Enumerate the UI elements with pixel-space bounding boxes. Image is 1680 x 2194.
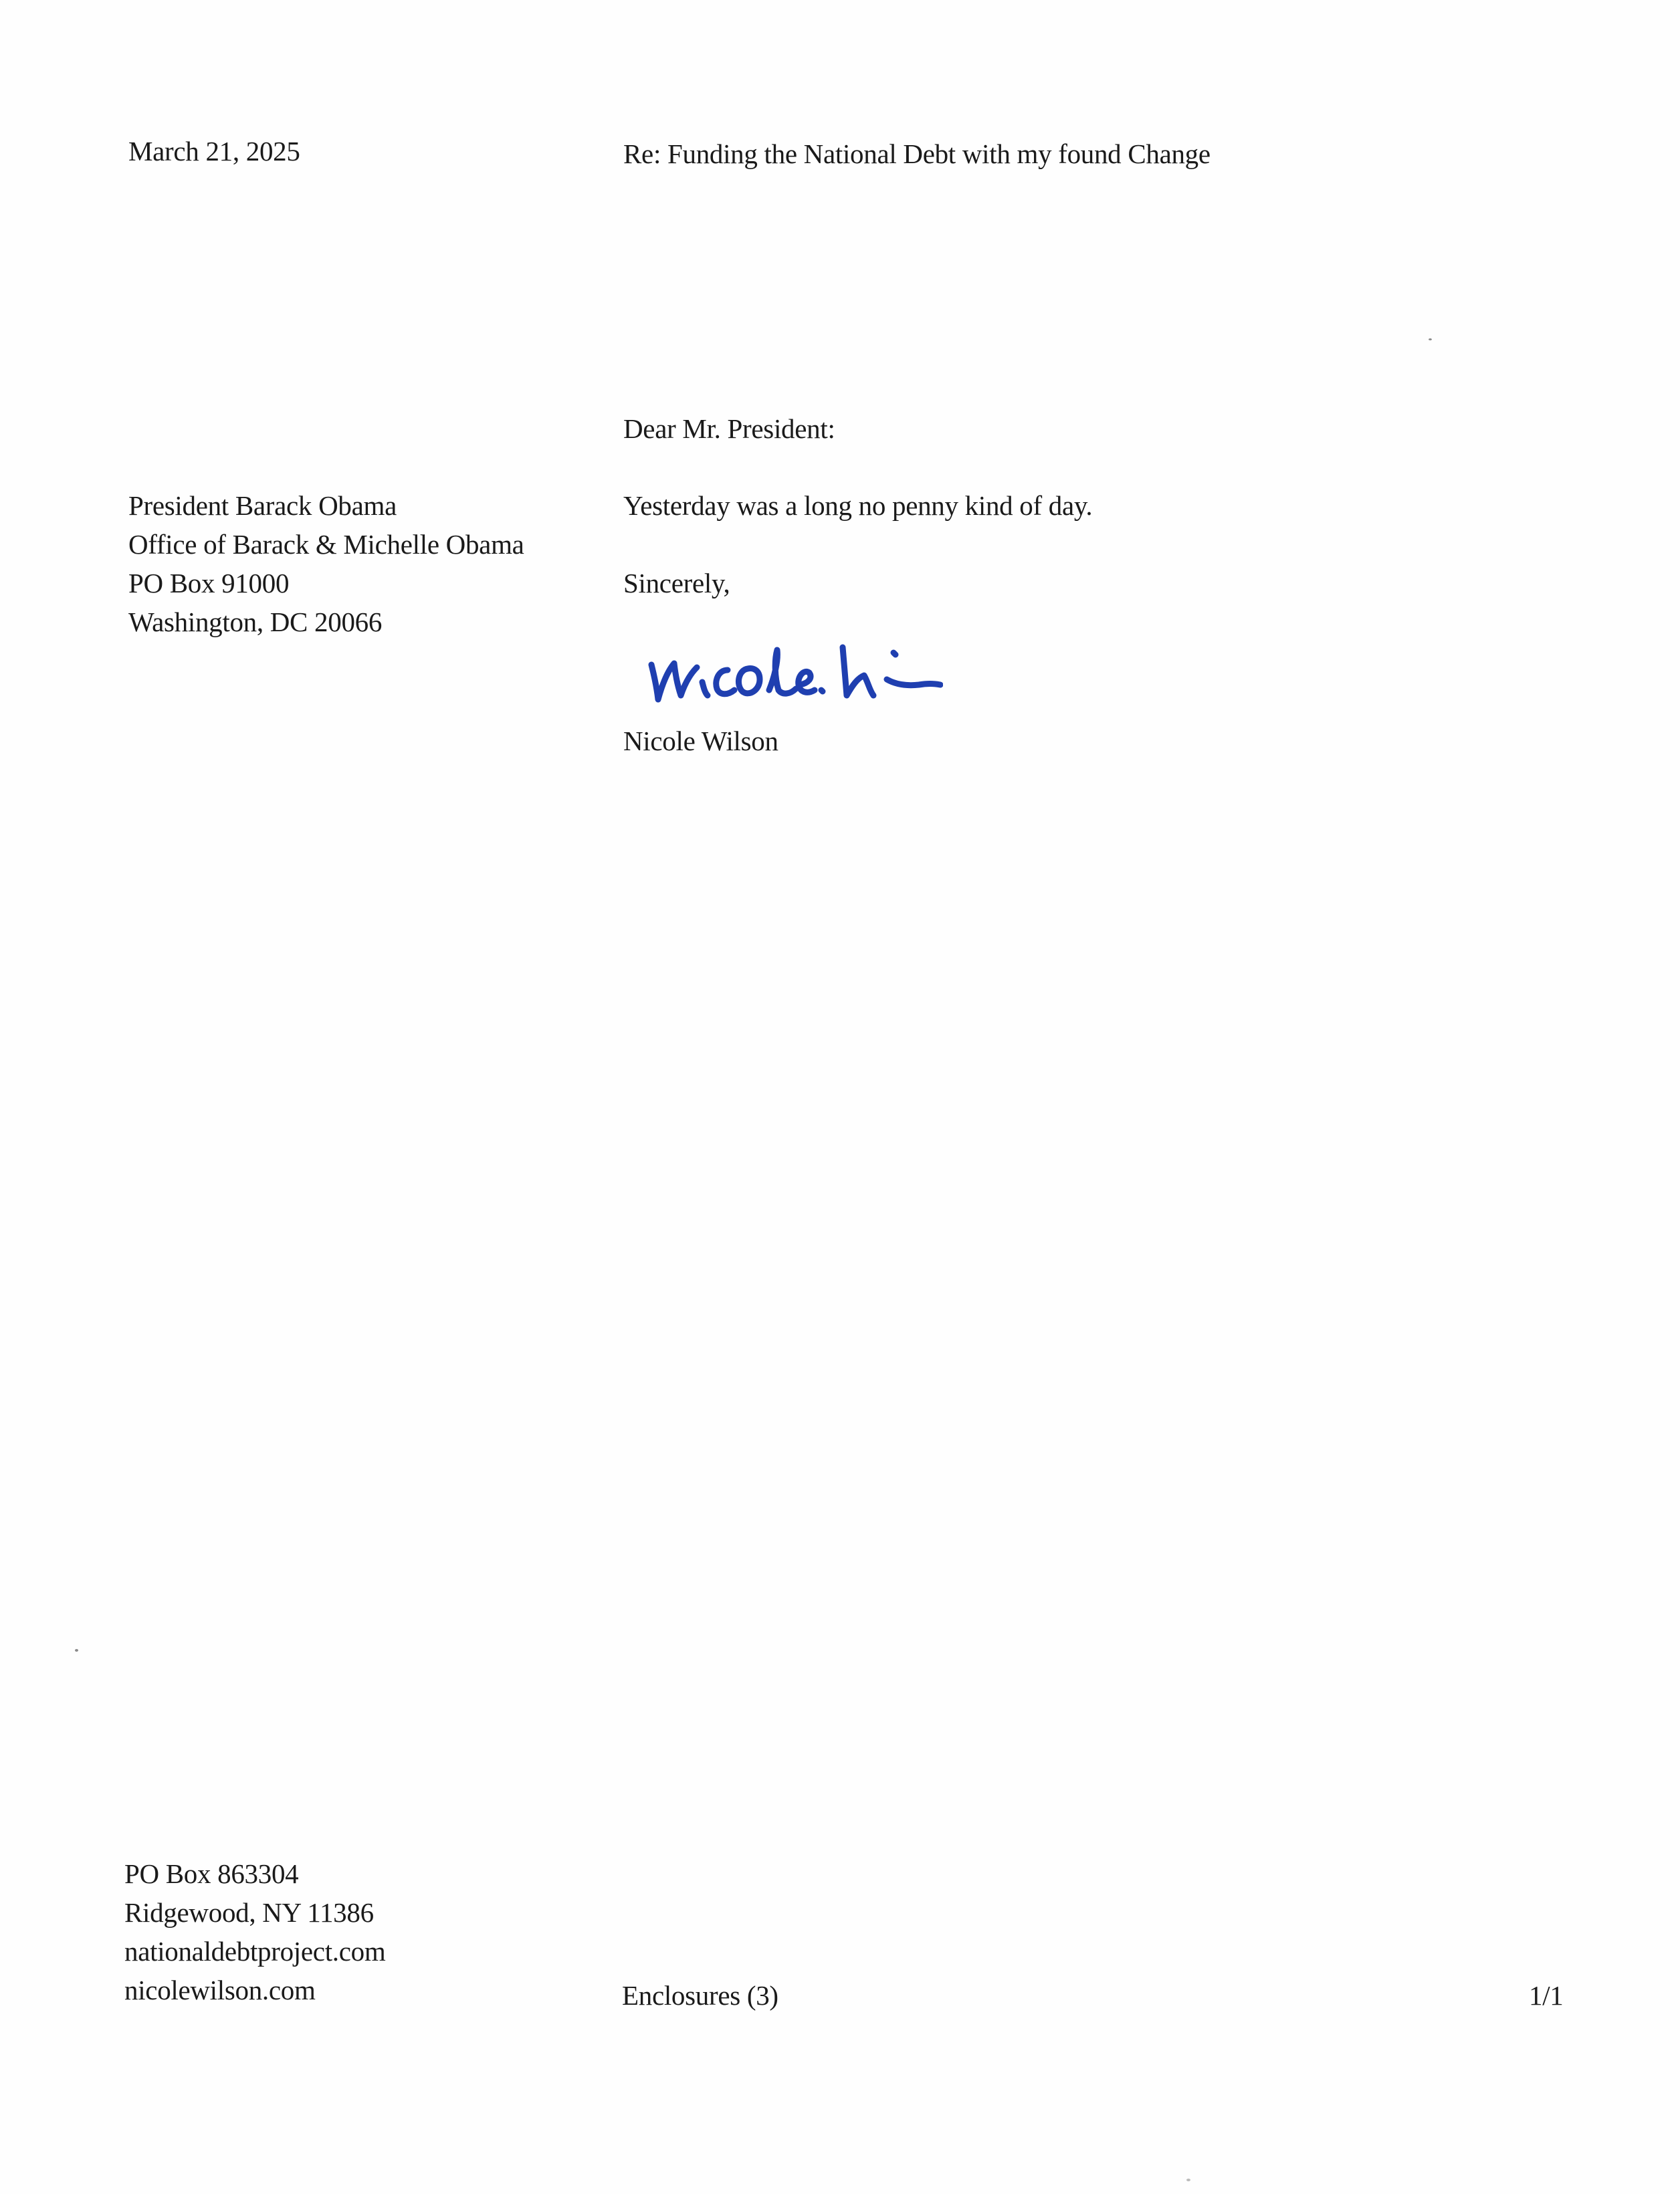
recipient-po-box: PO Box 91000 xyxy=(128,568,290,598)
sender-website-2: nicolewilson.com xyxy=(124,1975,316,2005)
sender-city-state-zip: Ridgewood, NY 11386 xyxy=(124,1897,374,1928)
letter-body: Yesterday was a long no penny kind of day. xyxy=(623,490,1093,521)
scan-speck xyxy=(1429,338,1432,340)
page-number: 1/1 xyxy=(1529,1980,1564,2011)
enclosures-note: Enclosures (3) xyxy=(622,1980,778,2011)
recipient-office: Office of Barack & Michelle Obama xyxy=(128,529,524,560)
scan-speck xyxy=(1186,2179,1190,2181)
handwritten-signature xyxy=(642,629,943,716)
sender-po-box: PO Box 863304 xyxy=(124,1858,299,1889)
scan-speck xyxy=(75,1649,78,1652)
recipient-name: President Barack Obama xyxy=(128,490,397,521)
sender-name: Nicole Wilson xyxy=(623,726,778,756)
letter-subject: Re: Funding the National Debt with my found Change xyxy=(623,138,1211,169)
recipient-city-state-zip: Washington, DC 20066 xyxy=(128,607,383,637)
salutation: Dear Mr. President: xyxy=(623,413,835,444)
recipient-address xyxy=(128,486,524,641)
sender-website-1: nationaldebtproject.com xyxy=(124,1936,386,1967)
letter-date: March 21, 2025 xyxy=(128,136,300,167)
sender-address xyxy=(124,1854,385,2009)
closing: Sincerely, xyxy=(623,568,730,598)
